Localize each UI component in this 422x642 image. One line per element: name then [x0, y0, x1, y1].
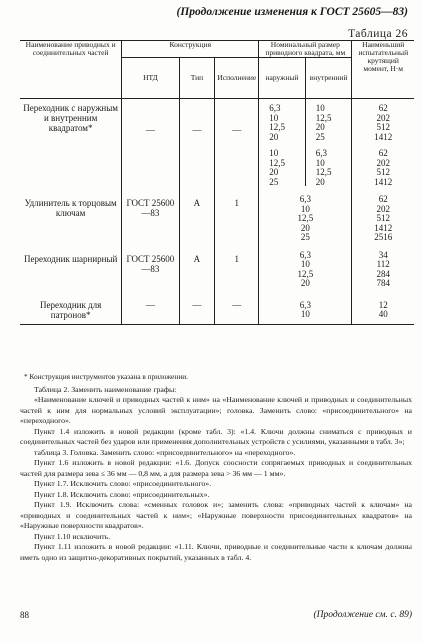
paragraph: Пункт 1.10 исключить.: [34, 531, 111, 541]
cell-value: 12,5: [315, 112, 332, 123]
cell-value: 20: [300, 222, 310, 233]
cell-value: 284: [376, 268, 390, 279]
cell-value: 12,5: [315, 167, 332, 177]
cell-value: 12,5: [297, 213, 314, 223]
table-row: [20, 186, 414, 242]
cell-value: 62: [378, 194, 388, 204]
col-inner-header: внутренний: [305, 58, 352, 99]
cell-value: 25: [269, 176, 279, 187]
paragraph: Пункт 1.7. Исключить слово: «присоединительного».: [34, 479, 212, 488]
cell-value: 25: [315, 131, 325, 142]
cell-value: 12: [378, 299, 388, 310]
spec-table: [20, 40, 414, 325]
paragraph: Пункт 1.8. Исключить слово: «присоединительных».: [34, 489, 210, 499]
cell-value: 12,5: [269, 122, 285, 132]
cell-value: 10: [269, 112, 279, 123]
row-type: А: [179, 186, 215, 242]
row-version: —: [215, 288, 259, 325]
row-ntd: ГОСТ 25600—83: [122, 186, 179, 242]
cell-value: 40: [378, 309, 388, 319]
col-outer-header: наружный: [259, 58, 305, 99]
table-row: [20, 242, 414, 288]
table-label: Таблица 26: [348, 28, 408, 40]
cell-value: 20: [269, 131, 279, 142]
cell-value: 25: [300, 232, 310, 242]
continuation-note: (Продолжение см. с. 89): [313, 610, 412, 620]
cell-value: 6,3: [299, 249, 311, 260]
cell-value: 202: [376, 157, 390, 168]
row-name: Переходник шарнирный: [23, 253, 118, 264]
cell-value: 512: [376, 167, 390, 177]
col-version-header: Исполнение: [215, 58, 259, 99]
col-type-header: Тип: [179, 58, 215, 99]
col-moment-header: Наименьший испытательный крутящий момент, Н·м: [352, 41, 414, 99]
row-type: А: [179, 242, 215, 288]
row-type: —: [179, 288, 215, 325]
cell-value: 20: [300, 278, 310, 288]
cell-value: 202: [376, 112, 390, 123]
paragraph: Пункт 1.4 изложить в новой редакции (кроме табл. 3): «1.4. Ключи должны сниматься с приводных и соединительных частей без ударов или применения дополнительных устройств с усилиями, указанными в табл. 3»;: [20, 426, 412, 446]
row-type: —: [179, 99, 215, 142]
table-row: [20, 288, 414, 325]
cell-value: 10: [300, 309, 310, 319]
cell-value: 1412: [374, 176, 393, 187]
cell-value: 12,5: [297, 268, 314, 279]
cell-value: 1412: [374, 222, 393, 233]
row-version: —: [215, 99, 259, 142]
paragraph: Пункт 1.6 изложить в новой редакции: «1.6. Допуск соосности сопрягаемых приводных и соединительных частей для размера зева ≤ 36 мм — 0,8 мм, а для размера зева > 36 мм — 1 мм».: [20, 458, 412, 478]
paragraph: таблица 3. Головка. Заменить слово: «присоединительного» на «переходного».: [34, 447, 296, 457]
cell-value: 10: [315, 157, 325, 168]
cell-value: 10: [300, 259, 310, 269]
row-ntd: —: [122, 288, 179, 325]
cell-value: 12,5: [269, 157, 285, 168]
table-row: [20, 99, 414, 142]
table-row: [20, 141, 414, 186]
body-text: [20, 372, 412, 563]
paragraph: Таблица 2. Заменить наименование графы:: [34, 384, 177, 394]
row-version: 1: [215, 242, 259, 288]
cell-value: 6,3: [299, 194, 311, 204]
paragraph: Пункт 1.9. Исключить слова: «сменных головок и»; заменить слова: «приводных частей к ключам» на «приводных и соединительных частей к ним»; «Наружные поверхности присоединительных квадратов» на «Наружные поверхности квадратов».: [20, 500, 412, 530]
cell-value: 2516: [374, 232, 393, 242]
paragraph: Пункт 1.11 изложить в новой редакции: «1.11. Ключи, приводные и соединительные части к ключам должны иметь одно из защитно-декоративных покрытий, указанных в табл. 4.: [20, 542, 412, 562]
cell-value: 20: [269, 167, 279, 177]
cell-value: 6,3: [315, 148, 327, 158]
col-size-header: Номинальный размер приводного квадрата, мм: [259, 41, 352, 58]
cell-value: 34: [378, 249, 388, 260]
cell-value: 512: [376, 122, 390, 132]
row-version: 1: [215, 186, 259, 242]
cell-value: 20: [315, 176, 325, 187]
table-footnote: * Конструкция инструментов указана в приложении.: [24, 372, 188, 381]
paragraph: «Наименование ключей и приводных частей к ним» на «Наименование ключей и приводных и соединительных частей к ним для нормальных условий эксплуатации»; головка. Заменить слово: «присоединительного» на «переходного».: [20, 395, 412, 425]
row-name: Переходник с наружным и внутренним квадратом*: [23, 103, 118, 133]
cell-value: 112: [376, 259, 390, 269]
cell-value: 6,3: [299, 299, 311, 310]
row-name: Переходник для патронов*: [39, 299, 102, 320]
page-header: (Продолжение изменения к ГОСТ 25605—83): [176, 6, 408, 18]
cell-value: 20: [315, 122, 325, 132]
cell-value: 62: [378, 103, 388, 113]
page-number: 88: [20, 610, 29, 620]
cell-value: 10: [269, 148, 279, 158]
cell-value: 1412: [374, 131, 393, 142]
cell-value: 62: [378, 148, 388, 158]
cell-value: 202: [376, 203, 390, 214]
row-name: Удлинитель к торцовым ключам: [24, 198, 117, 218]
cell-value: 6,3: [269, 103, 281, 113]
row-ntd: —: [122, 99, 179, 142]
col-construction-header: Конструкция: [122, 41, 259, 58]
row-ntd: ГОСТ 25600—83: [122, 242, 179, 288]
cell-value: 784: [376, 278, 390, 288]
col-ntd-header: НТД: [122, 58, 179, 99]
cell-value: 10: [300, 203, 310, 214]
cell-value: 512: [376, 213, 390, 223]
col-name-header: Наименование приводных и соединительных частей: [20, 41, 122, 99]
cell-value: 10: [315, 103, 325, 113]
